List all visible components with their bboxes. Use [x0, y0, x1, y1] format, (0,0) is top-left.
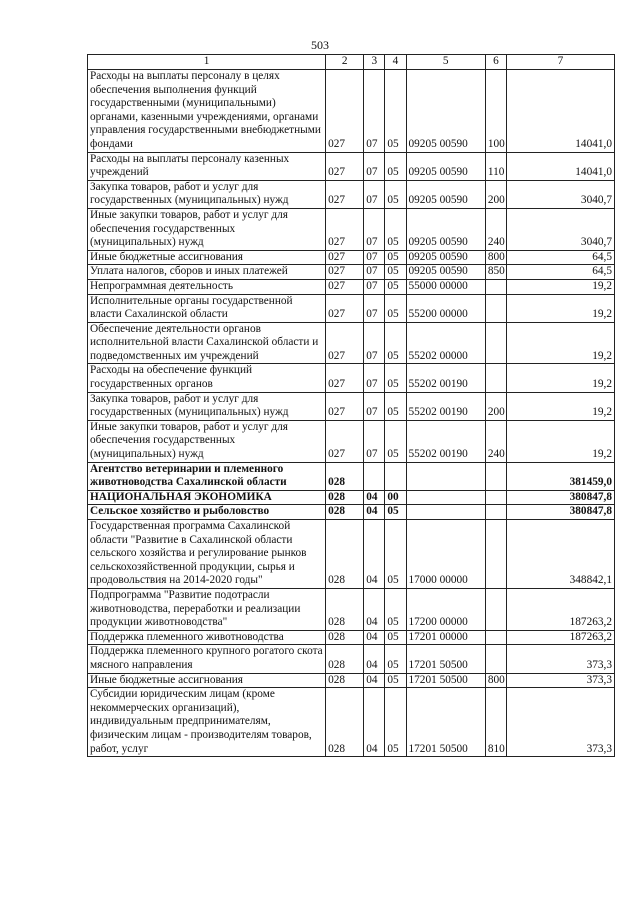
subsection-code-cell: 05 [385, 420, 406, 462]
expense-type-cell: 200 [485, 180, 506, 208]
amount-cell: 64,5 [507, 265, 615, 280]
expense-type-cell [485, 490, 506, 505]
amount-cell: 19,2 [507, 420, 615, 462]
ved-code-cell: 027 [326, 152, 364, 180]
target-article-cell: 55000 00000 [406, 279, 485, 294]
section-code-cell: 04 [364, 588, 385, 630]
target-article-cell: 17201 50500 [406, 688, 485, 757]
amount-cell: 64,5 [507, 250, 615, 265]
amount-cell: 19,2 [507, 364, 615, 392]
amount-cell: 14041,0 [507, 70, 615, 153]
subsection-code-cell: 05 [385, 180, 406, 208]
subsection-code-cell: 05 [385, 70, 406, 153]
expense-type-cell: 200 [485, 392, 506, 420]
row-name-cell: Иные закупки товаров, работ и услуг для обеспечения государственных (муниципальных) нужд [88, 420, 326, 462]
row-name-cell: Уплата налогов, сборов и иных платежей [88, 265, 326, 280]
table-row [88, 265, 615, 280]
amount-cell: 19,2 [507, 279, 615, 294]
column-number-row [88, 55, 615, 70]
section-code-cell: 04 [364, 520, 385, 589]
target-article-cell: 55202 00000 [406, 322, 485, 364]
row-name-cell: Иные бюджетные ассигнования [88, 250, 326, 265]
amount-cell: 381459,0 [507, 462, 615, 490]
ved-code-cell: 028 [326, 520, 364, 589]
expense-type-cell [485, 279, 506, 294]
ved-code-cell: 027 [326, 265, 364, 280]
target-article-cell: 09205 00590 [406, 70, 485, 153]
row-name-cell: Расходы на выплаты персоналу в целях обеспечения выполнения функций государственными (муниципальными) органами, казенными учреждениями, органами управления государственными внебюджетными фондами [88, 70, 326, 153]
row-name-cell: Поддержка племенного животноводства [88, 630, 326, 645]
subsection-code-cell: 05 [385, 630, 406, 645]
amount-cell: 187263,2 [507, 588, 615, 630]
ved-code-cell: 028 [326, 688, 364, 757]
row-name-cell: Закупка товаров, работ и услуг для государственных (муниципальных) нужд [88, 392, 326, 420]
amount-cell: 380847,8 [507, 505, 615, 520]
expense-type-cell [485, 588, 506, 630]
section-code-cell: 07 [364, 322, 385, 364]
amount-cell: 3040,7 [507, 180, 615, 208]
amount-cell: 14041,0 [507, 152, 615, 180]
table-row [88, 505, 615, 520]
subsection-code-cell: 05 [385, 505, 406, 520]
target-article-cell: 09205 00590 [406, 208, 485, 250]
column-header: 4 [385, 55, 406, 70]
page-number: 503 [311, 38, 329, 52]
row-name-cell: Расходы на выплаты персоналу казенных учреждений [88, 152, 326, 180]
expense-type-cell: 850 [485, 265, 506, 280]
column-header: 7 [507, 55, 615, 70]
ved-code-cell: 027 [326, 294, 364, 322]
table-row [88, 392, 615, 420]
table-row [88, 420, 615, 462]
ved-code-cell: 028 [326, 490, 364, 505]
section-code-cell: 07 [364, 152, 385, 180]
ved-code-cell: 027 [326, 322, 364, 364]
table-row [88, 520, 615, 589]
expense-type-cell: 100 [485, 70, 506, 153]
amount-cell: 187263,2 [507, 630, 615, 645]
subsection-code-cell: 05 [385, 250, 406, 265]
table-row [88, 688, 615, 757]
ved-code-cell: 027 [326, 420, 364, 462]
table-row [88, 70, 615, 153]
target-article-cell: 17200 00000 [406, 588, 485, 630]
ved-code-cell: 027 [326, 208, 364, 250]
subsection-code-cell: 05 [385, 392, 406, 420]
target-article-cell: 09205 00590 [406, 180, 485, 208]
section-code-cell: 07 [364, 294, 385, 322]
column-header: 5 [406, 55, 485, 70]
target-article-cell: 09205 00590 [406, 250, 485, 265]
table-row [88, 490, 615, 505]
section-code-cell: 04 [364, 505, 385, 520]
ved-code-cell: 028 [326, 673, 364, 688]
table-row [88, 364, 615, 392]
target-article-cell: 55202 00190 [406, 364, 485, 392]
subsection-code-cell: 05 [385, 588, 406, 630]
row-name-cell: Иные закупки товаров, работ и услуг для обеспечения государственных (муниципальных) нужд [88, 208, 326, 250]
row-name-cell: Поддержка племенного крупного рогатого скота мясного направления [88, 645, 326, 673]
row-name-cell: НАЦИОНАЛЬНАЯ ЭКОНОМИКА [88, 490, 326, 505]
table-row [88, 630, 615, 645]
expense-type-cell [485, 364, 506, 392]
row-name-cell: Исполнительные органы государственной власти Сахалинской области [88, 294, 326, 322]
subsection-code-cell: 05 [385, 688, 406, 757]
section-code-cell: 04 [364, 645, 385, 673]
budget-table [87, 54, 615, 757]
row-name-cell: Подпрограмма "Развитие подотрасли животноводства, переработки и реализации продукции животноводства" [88, 588, 326, 630]
target-article-cell: 17000 00000 [406, 520, 485, 589]
row-name-cell: Иные бюджетные ассигнования [88, 673, 326, 688]
section-code-cell: 07 [364, 392, 385, 420]
table-row [88, 279, 615, 294]
target-article-cell: 17201 50500 [406, 673, 485, 688]
section-code-cell: 04 [364, 673, 385, 688]
ved-code-cell: 027 [326, 392, 364, 420]
expense-type-cell [485, 322, 506, 364]
ved-code-cell: 028 [326, 462, 364, 490]
subsection-code-cell [385, 462, 406, 490]
row-name-cell: Агентство ветеринарии и племенного животноводства Сахалинской области [88, 462, 326, 490]
row-name-cell: Субсидии юридическим лицам (кроме некоммерческих организаций), индивидуальным предпринимателям, физическим лицам - производителям товаров, работ, услуг [88, 688, 326, 757]
column-header: 6 [485, 55, 506, 70]
ved-code-cell: 028 [326, 645, 364, 673]
section-code-cell: 07 [364, 70, 385, 153]
amount-cell: 19,2 [507, 322, 615, 364]
target-article-cell: 09205 00590 [406, 152, 485, 180]
expense-type-cell [485, 630, 506, 645]
column-header: 2 [326, 55, 364, 70]
expense-type-cell: 800 [485, 673, 506, 688]
target-article-cell [406, 490, 485, 505]
subsection-code-cell: 05 [385, 294, 406, 322]
target-article-cell: 55202 00190 [406, 392, 485, 420]
subsection-code-cell: 05 [385, 645, 406, 673]
table-row [88, 208, 615, 250]
target-article-cell: 09205 00590 [406, 265, 485, 280]
subsection-code-cell: 05 [385, 279, 406, 294]
amount-cell: 373,3 [507, 645, 615, 673]
table-row [88, 322, 615, 364]
table-row [88, 152, 615, 180]
row-name-cell: Непрограммная деятельность [88, 279, 326, 294]
target-article-cell: 55202 00190 [406, 420, 485, 462]
table-row [88, 588, 615, 630]
ved-code-cell: 027 [326, 180, 364, 208]
amount-cell: 348842,1 [507, 520, 615, 589]
subsection-code-cell: 05 [385, 364, 406, 392]
target-article-cell [406, 505, 485, 520]
section-code-cell: 07 [364, 250, 385, 265]
amount-cell: 19,2 [507, 392, 615, 420]
subsection-code-cell: 05 [385, 322, 406, 364]
amount-cell: 19,2 [507, 294, 615, 322]
target-article-cell [406, 462, 485, 490]
ved-code-cell: 027 [326, 250, 364, 265]
section-code-cell: 07 [364, 208, 385, 250]
subsection-code-cell: 05 [385, 152, 406, 180]
amount-cell: 373,3 [507, 673, 615, 688]
expense-type-cell [485, 505, 506, 520]
amount-cell: 373,3 [507, 688, 615, 757]
amount-cell: 380847,8 [507, 490, 615, 505]
ved-code-cell: 028 [326, 505, 364, 520]
ved-code-cell: 027 [326, 364, 364, 392]
ved-code-cell: 027 [326, 70, 364, 153]
section-code-cell: 07 [364, 265, 385, 280]
section-code-cell: 07 [364, 180, 385, 208]
row-name-cell: Сельское хозяйство и рыболовство [88, 505, 326, 520]
target-article-cell: 17201 00000 [406, 630, 485, 645]
expense-type-cell: 800 [485, 250, 506, 265]
table-row [88, 250, 615, 265]
section-code-cell: 04 [364, 490, 385, 505]
expense-type-cell [485, 294, 506, 322]
column-header: 3 [364, 55, 385, 70]
section-code-cell: 04 [364, 688, 385, 757]
ved-code-cell: 027 [326, 279, 364, 294]
section-code-cell: 07 [364, 279, 385, 294]
subsection-code-cell: 05 [385, 208, 406, 250]
expense-type-cell: 810 [485, 688, 506, 757]
expense-type-cell: 240 [485, 208, 506, 250]
row-name-cell: Закупка товаров, работ и услуг для государственных (муниципальных) нужд [88, 180, 326, 208]
expense-type-cell: 110 [485, 152, 506, 180]
ved-code-cell: 028 [326, 630, 364, 645]
subsection-code-cell: 05 [385, 520, 406, 589]
table-row [88, 180, 615, 208]
row-name-cell: Расходы на обеспечение функций государственных органов [88, 364, 326, 392]
ved-code-cell: 028 [326, 588, 364, 630]
row-name-cell: Государственная программа Сахалинской области "Развитие в Сахалинской области сельского хозяйства и регулирование рынков сельскохозяйственной продукции, сырья и продовольствия на 2014-2020 годы" [88, 520, 326, 589]
expense-type-cell: 240 [485, 420, 506, 462]
table-row [88, 645, 615, 673]
table-row [88, 673, 615, 688]
table-row [88, 462, 615, 490]
expense-type-cell [485, 520, 506, 589]
subsection-code-cell: 05 [385, 265, 406, 280]
section-code-cell [364, 462, 385, 490]
target-article-cell: 17201 50500 [406, 645, 485, 673]
section-code-cell: 07 [364, 364, 385, 392]
target-article-cell: 55200 00000 [406, 294, 485, 322]
column-header: 1 [88, 55, 326, 70]
expense-type-cell [485, 645, 506, 673]
row-name-cell: Обеспечение деятельности органов исполнительной власти Сахалинской области и подведомственных им учреждений [88, 322, 326, 364]
subsection-code-cell: 05 [385, 673, 406, 688]
section-code-cell: 07 [364, 420, 385, 462]
table-row [88, 294, 615, 322]
expense-type-cell [485, 462, 506, 490]
section-code-cell: 04 [364, 630, 385, 645]
subsection-code-cell: 00 [385, 490, 406, 505]
amount-cell: 3040,7 [507, 208, 615, 250]
